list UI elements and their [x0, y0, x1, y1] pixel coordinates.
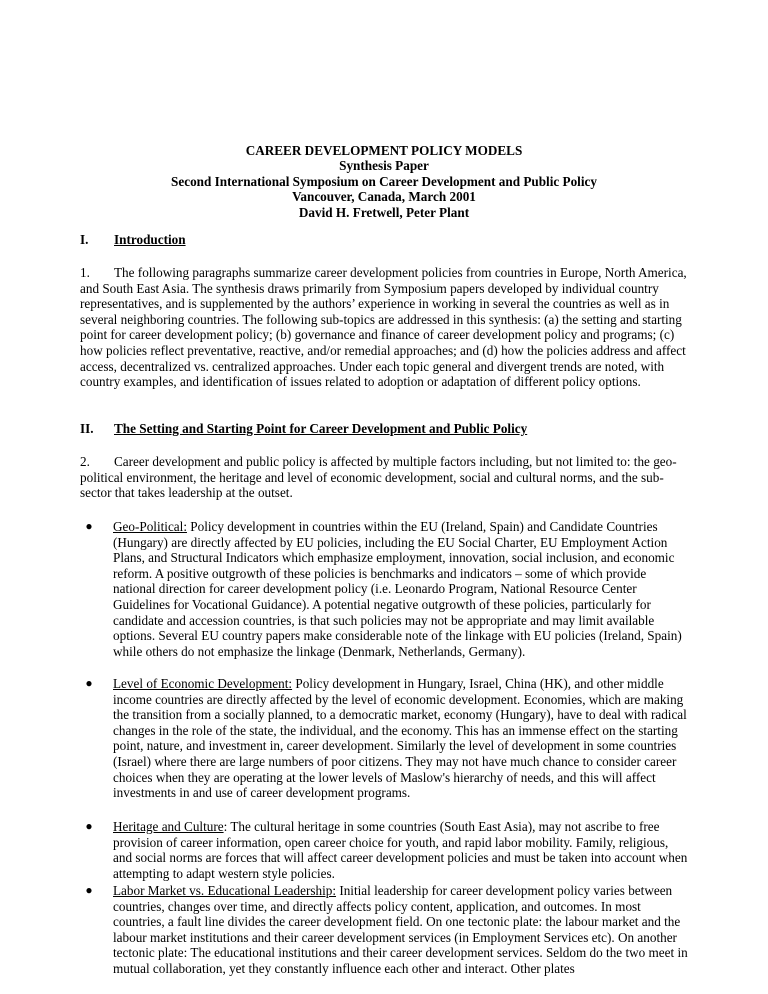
bullet-heading: Heritage and Culture — [113, 819, 224, 834]
paragraph-1 — [80, 265, 688, 390]
title-block — [0, 143, 768, 220]
authors: David H. Fretwell, Peter Plant — [298, 204, 470, 220]
bullet-heading: Geo-Political: — [113, 519, 187, 534]
bullet-icon: ● — [85, 676, 93, 690]
section-number: I. — [80, 232, 89, 247]
document-title: CAREER DEVELOPMENT POLICY MODELS — [245, 143, 523, 158]
section-title: The Setting and Starting Point for Career Development and Public Policy — [114, 421, 528, 436]
bullet-heading: Level of Economic Development: — [113, 676, 293, 691]
document-subtitle: Synthesis Paper — [339, 158, 429, 174]
section-title: Introduction — [114, 232, 186, 247]
paragraph-number: 1. — [80, 265, 90, 280]
paragraph-2 — [80, 454, 688, 501]
paragraph-text: Career development and public policy is affected by multiple factors including, but not limited to: the geo-political environment, the heritage and level of economic development, social and cultural norms, and the sub-sector that takes leadership at the outset. — [80, 454, 677, 501]
bullet-text: : The cultural heritage in some countries (South East Asia), may not ascribe to free provision of career information, open career choice for youth, and rapid labor mobility. Family, religious, and social norms are forces that will affect career development policies and must be taken into account when attempting to adapt western style policies. — [113, 819, 688, 881]
bullet-text: Initial leadership for career development policy varies between countries, changes over time, and directly affects policy content, application, and outcomes. In most countries, a fault line divides the career development field. On one tectonic plate: the labour market and the labour market institutions and their career development services (in Employment Services etc). On another tectonic plate: The educational institutions and their career development services. Seldom do the two meet in mutual collaboration, yet they constantly influence each other and interact. Other plates — [113, 883, 688, 976]
bullet-heritage-culture — [80, 819, 690, 881]
bullet-labor-market — [80, 883, 690, 977]
location-date: Vancouver, Canada, March 2001 — [292, 189, 476, 205]
bullet-text: Policy development in Hungary, Israel, China (HK), and other middle income countries are directly affected by the level of economic development. Economies, which are making the transition from a socially planned, to a democratic market, economy (Hungary), have to deal with radical changes in the role of the state, the individual, and the economy. This has an immense effect on the starting point, nature, and investment in, career development. Similarly the level of development in some countries (Israel) where there are large numbers of poor citizens. They may not have much chance to consider career choices when they are operating at the lower levels of Maslow's hierarchy of needs, and this will affect investments in and use of career development programs. — [113, 676, 687, 801]
paragraph-number: 2. — [80, 454, 90, 469]
bullet-text: Policy development in countries within the EU (Ireland, Spain) and Candidate Countries (Hungary) are directly affected by EU policies, including the EU Social Charter, EU Employment Action Plans, and Structural Indicators which emphasize employment, innovation, social inclusion, and economic reform. A positive outgrowth of these policies is benchmarks and indicators – some of which provide national direction for career development policy (i.e. Leonardo Program, National Resource Center Guidelines for Vocational Guidance). A potential negative outgrowth of these policies, particularly for candidate and accession countries, is that such policies may not be appropriate and may limit available options. Several EU country papers make considerable note of the linkage with EU policies (Ireland, Spain) while others do not emphasize the linkage (Denmark, Netherlands, Germany). — [113, 519, 682, 659]
bullet-icon: ● — [85, 519, 93, 533]
section-heading-setting — [80, 421, 527, 437]
bullet-heading: Labor Market vs. Educational Leadership: — [113, 883, 337, 898]
paragraph-text: The following paragraphs summarize career development policies from countries in Europe, North America, and South East Asia. The synthesis draws primarily from Symposium papers developed by individual country representatives, and is supplemented by the authors’ experience in working in several the countries as well as in several neighboring countries. The following sub-topics are addressed in this synthesis: (a) the setting and starting point for career development policy; (b) governance and finance of career development policy and programs; (c) how policies reflect preventative, reactive, and/or remedial approaches; and (d) how the policies address and affect access, decentralized vs. centralized approaches. Under each topic general and divergent trends are noted, with country examples, and identification of issues related to adoption or adaptation of different policy options. — [80, 265, 687, 390]
bullet-icon: ● — [85, 819, 93, 833]
section-number: II. — [80, 421, 94, 436]
section-heading-introduction — [80, 232, 186, 248]
bullet-geo-political — [80, 519, 690, 659]
symposium-name: Second International Symposium on Career Development and Public Policy — [171, 173, 597, 189]
bullet-economic-development — [80, 676, 690, 801]
bullet-icon: ● — [85, 883, 93, 897]
